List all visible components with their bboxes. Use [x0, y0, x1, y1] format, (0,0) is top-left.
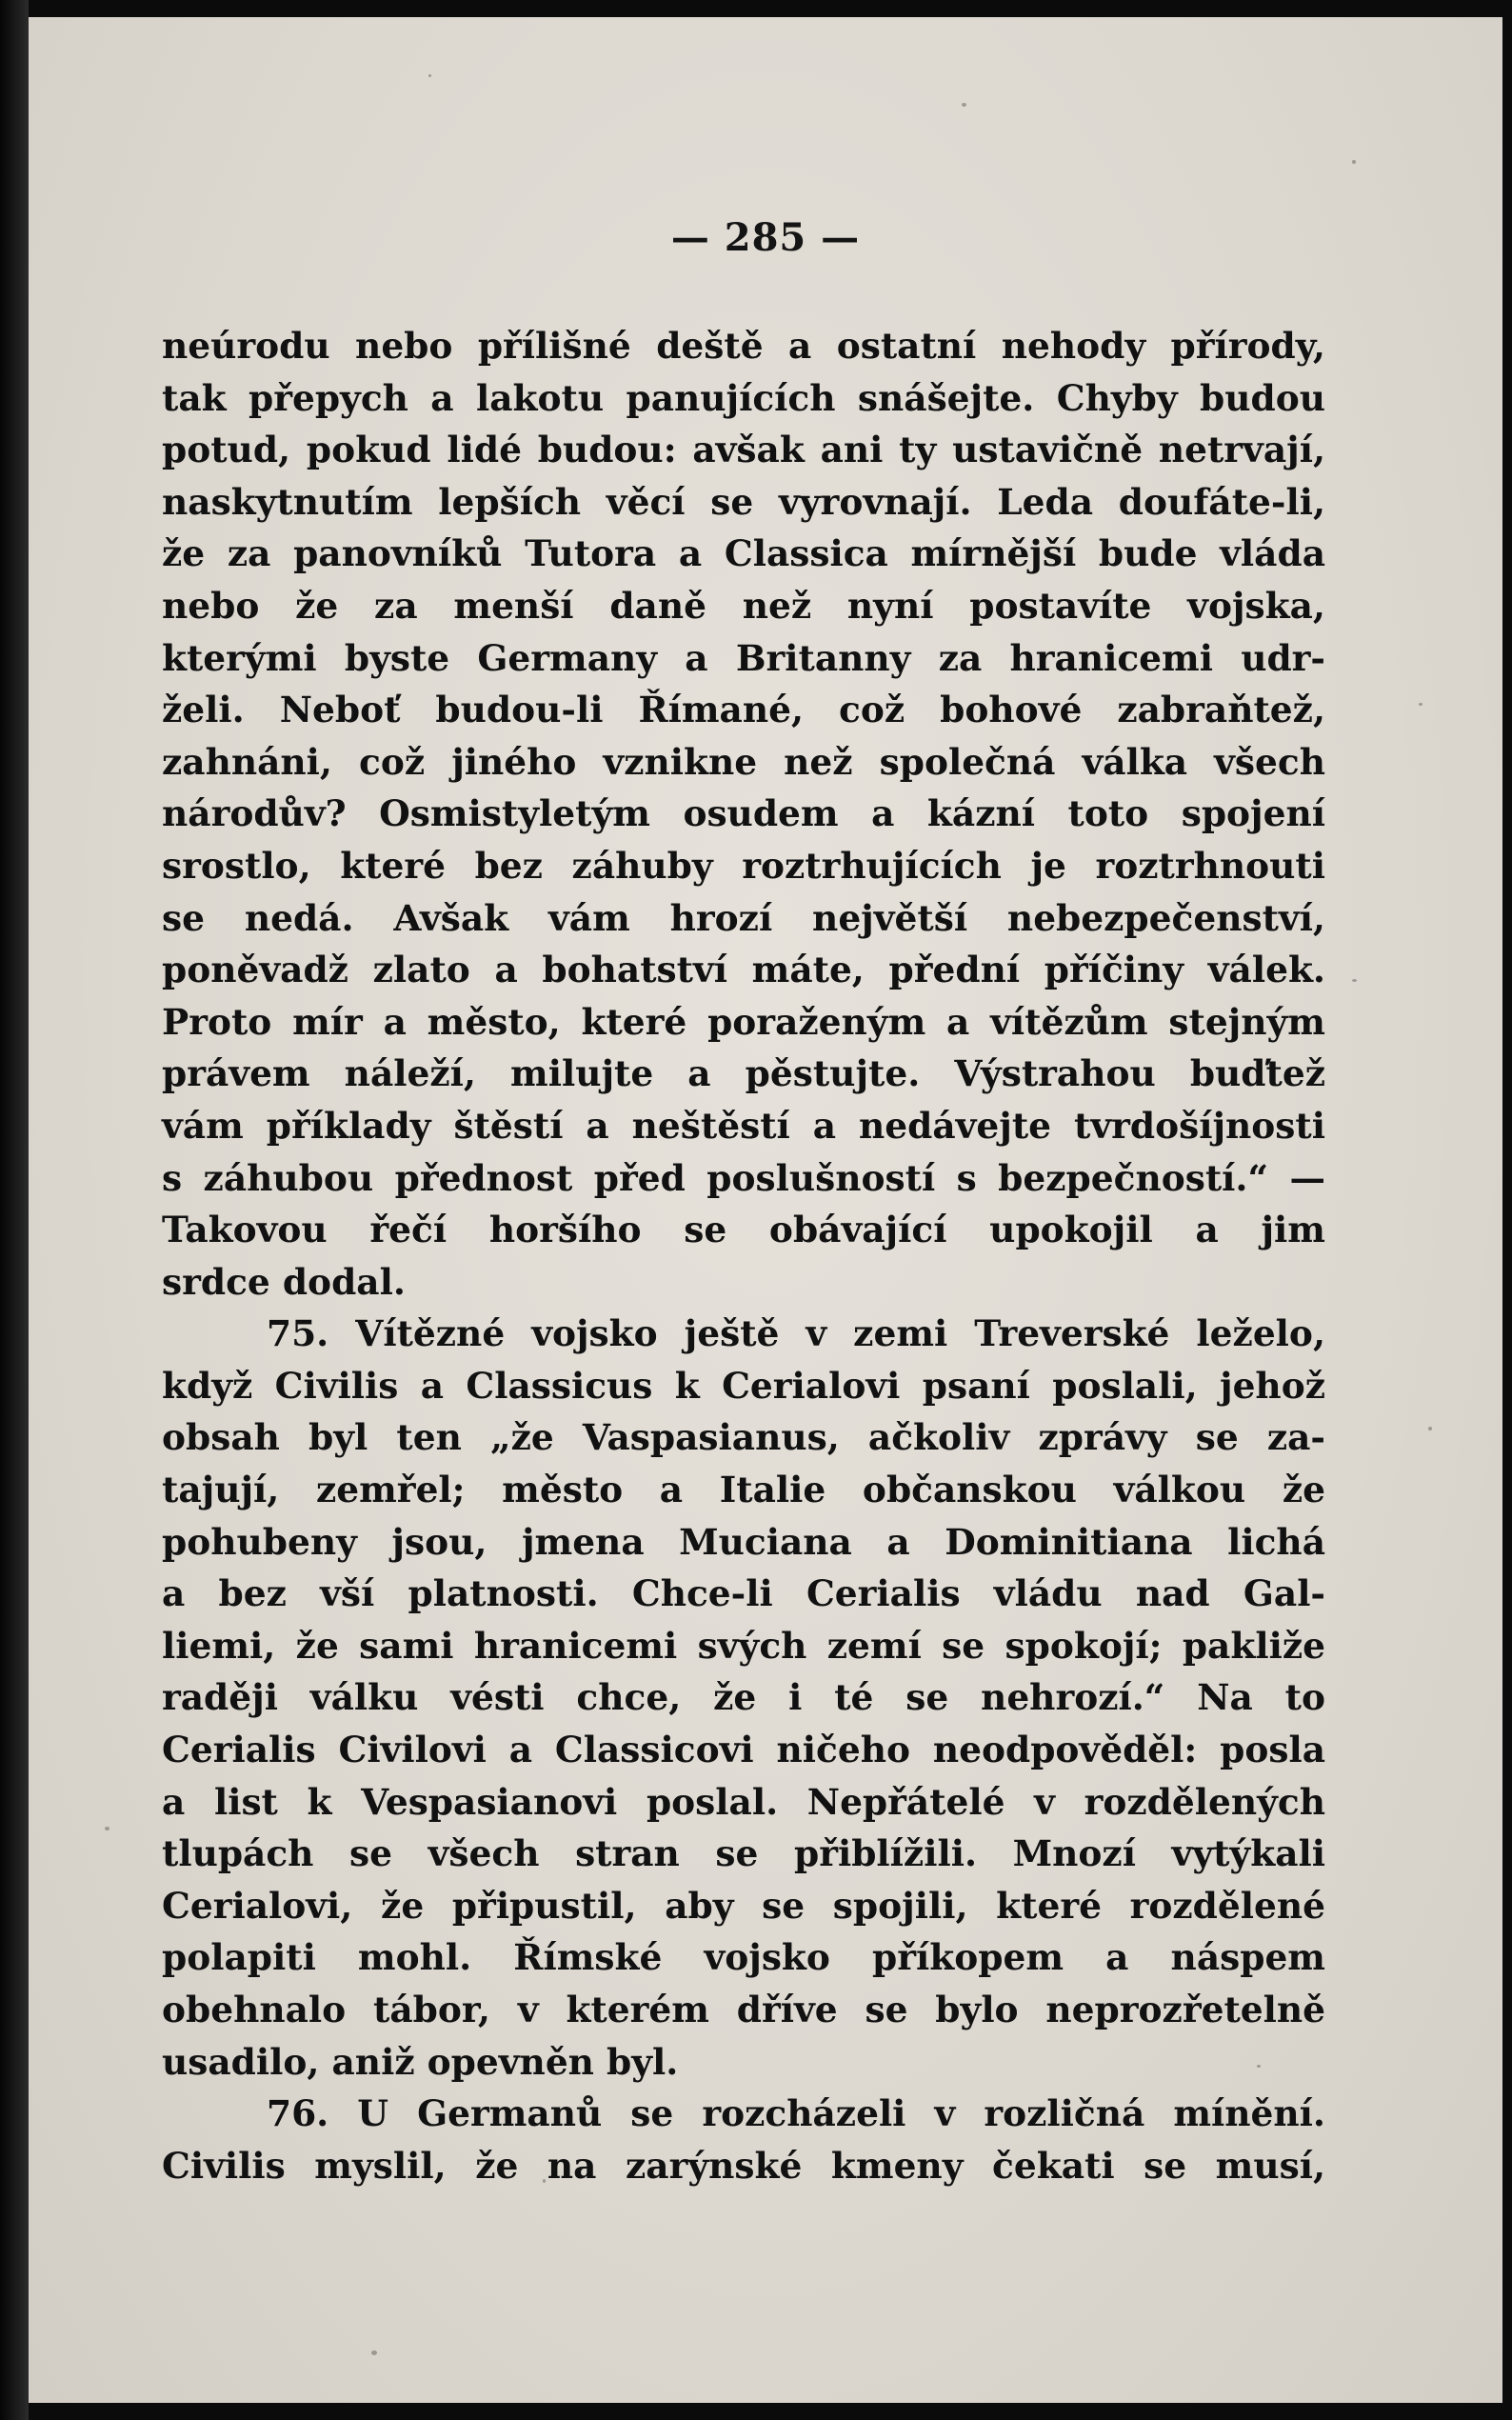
text-line: naskytnutím lepších věcí se vyrovnají. Leda doufáte-li,	[162, 480, 1325, 523]
text-line: pohubeny jsou, jmena Muciana a Dominitiana lichá	[162, 1520, 1325, 1563]
text-line: želi. Neboť budou-li Římané, což bohové zabraňtež,	[162, 689, 1325, 731]
book-page	[29, 17, 1502, 2403]
text-line: Takovou řečí horšího se obávající upokojil a jim	[162, 1209, 1325, 1251]
text-line: Cerialis Civilovi a Classicovi ničeho neodpověděl: posla	[162, 1729, 1325, 1771]
text-line: raději válku vésti chce, že i té se nehrozí.“ Na to	[162, 1676, 1325, 1719]
text-line: obsah byl ten „že Vaspasianus, ačkoliv zprávy se za-	[162, 1416, 1325, 1459]
text-line: usadilo, aniž opevněn byl.	[162, 2040, 679, 2083]
text-line: liemi, že sami hranicemi svých zemí se spokojí; pakliže	[162, 1624, 1325, 1667]
paragraph-start-line: 75. Vítězné vojsko ještě v zemi Treverské leželo,	[267, 1312, 1325, 1355]
text-line: neúrodu nebo přílišné deště a ostatní nehody přírody,	[162, 325, 1325, 367]
text-line: srostlo, které bez záhuby roztrhujících je roztrhnouti	[162, 844, 1325, 887]
text-line: se nedá. Avšak vám hrozí největší nebezpečenství,	[162, 896, 1325, 939]
text-line: Cerialovi, že připustil, aby se spojili, které rozdělené	[162, 1884, 1325, 1927]
page-number: — 285 —	[670, 215, 861, 260]
text-line: Civilis myslil, že na zarýnské kmeny čekati se musí,	[162, 2144, 1325, 2187]
text-line: tlupách se všech stran se přiblížili. Mnozí vytýkali	[162, 1832, 1325, 1875]
text-line: vám příklady štěstí a neštěstí a nedávejte tvrdošíjnosti	[162, 1104, 1325, 1147]
text-line: polapiti mohl. Římské vojsko příkopem a náspem	[162, 1936, 1325, 1979]
text-line: národův? Osmistyletým osudem a kázní toto spojení	[162, 792, 1325, 835]
text-line: tajují, zemřel; město a Italie občanskou válkou že	[162, 1469, 1325, 1511]
text-line: a bez vší platnosti. Chce-li Cerialis vládu nad Gal-	[162, 1572, 1325, 1615]
text-line: potud, pokud lidé budou: avšak ani ty ustavičně netrvají,	[162, 429, 1325, 471]
text-line: Proto mír a město, které poraženým a vítězům stejným	[162, 1000, 1325, 1043]
text-line: a list k Vespasianovi poslal. Nepřátelé v rozdělených	[162, 1780, 1325, 1823]
text-line: kterými byste Germany a Britanny za hranicemi udr-	[162, 636, 1325, 679]
book-spine-edge	[0, 0, 29, 2420]
text-line: že za panovníků Tutora a Classica mírnější bude vláda	[162, 532, 1325, 575]
text-line: srdce dodal.	[162, 1260, 406, 1303]
text-line: když Civilis a Classicus k Cerialovi psaní poslali, jehož	[162, 1364, 1325, 1407]
text-line: obehnalo tábor, v kterém dříve se bylo neprozřetelně	[162, 1989, 1325, 2030]
text-line: nebo že za menší daně než nyní postavíte vojska,	[162, 584, 1325, 627]
text-line: poněvadž zlato a bohatství máte, přední příčiny válek.	[162, 949, 1325, 991]
body-text	[162, 320, 1325, 2191]
text-line: právem náleží, milujte a pěstujte. Výstrahou buďtež	[162, 1052, 1325, 1095]
text-line: tak přepych a lakotu panujících snášejte. Chyby budou	[162, 376, 1325, 419]
text-line: s záhubou přednost před poslušností s bezpečností.“ —	[162, 1156, 1325, 1199]
paragraph-start-line: 76. U Germanů se rozcházeli v rozličná mínění.	[267, 2092, 1325, 2135]
text-line: zahnáni, což jiného vznikne než společná válka všech	[162, 740, 1325, 783]
